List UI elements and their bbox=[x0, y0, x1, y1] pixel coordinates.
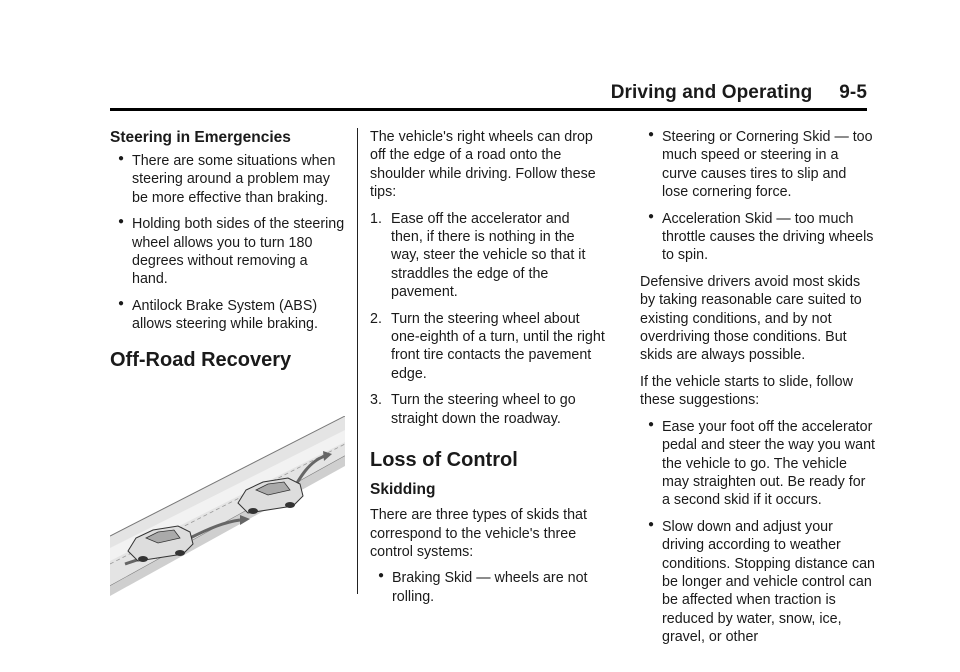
defensive-drivers-paragraph: Defensive drivers avoid most skids by taking reasonable care suited to existing conditions, and by not overdriving those conditions. But skids are always possible. bbox=[640, 273, 862, 364]
section-title-off-road: Off-Road Recovery bbox=[110, 348, 292, 371]
list-item: ● Braking Skid — wheels are not rolling. bbox=[378, 570, 588, 605]
skid-intro: There are three types of skids that correspond to the vehicle's three control systems: bbox=[370, 507, 587, 560]
column-divider bbox=[357, 128, 358, 594]
bullet-icon: ● bbox=[118, 216, 125, 228]
slide-suggestions-paragraph: If the vehicle starts to slide, follow these suggestions: bbox=[640, 373, 853, 409]
section-title-loss-of-control: Loss of Control bbox=[370, 449, 518, 472]
off-road-recovery-illustration bbox=[110, 416, 345, 596]
page-header bbox=[110, 80, 867, 111]
bullet-icon: ● bbox=[648, 518, 655, 530]
bullet-icon: ● bbox=[648, 129, 655, 140]
page-header-title: Driving and Operating 9-5 bbox=[610, 82, 867, 103]
subheading-skidding: Skidding bbox=[370, 481, 436, 499]
column-1 bbox=[110, 128, 345, 601]
off-road-intro: The vehicle's right wheels can drop off the edge of a road onto the shoulder while driving. Follow these tips: bbox=[370, 129, 596, 201]
bullet-icon: ● bbox=[648, 210, 655, 222]
bullet-icon: ● bbox=[378, 570, 385, 582]
list-item: 2. Turn the steering wheel about one-eighth of a turn, until the right front tire contacts the pavement edge. bbox=[370, 310, 605, 382]
list-item: ● Ease your foot off the accelerator pedal and steer the way you want the vehicle to go. The vehicle may straighten out. Be ready for a second skid if it occurs. bbox=[648, 418, 876, 509]
list-item: ● There are some situations when steering around a problem may be more effective than braking. bbox=[118, 153, 336, 206]
column-2 bbox=[370, 128, 605, 614]
bullet-icon: ● bbox=[118, 297, 125, 309]
list-item: ● Slow down and adjust your driving according to weather conditions. Stopping distance can be longer and vehicle control can be affected when traction is reduced by water, snow, ice, gravel, or other bbox=[648, 518, 876, 646]
list-item: ● Holding both sides of the steering wheel allows you to turn 180 degrees without removing a hand. bbox=[118, 216, 345, 288]
list-item: ● Acceleration Skid — too much throttle causes the driving wheels to spin. bbox=[648, 210, 874, 264]
bullet-icon: ● bbox=[118, 153, 125, 164]
list-item: 1. Ease off the accelerator and then, if there is nothing in the way, steer the vehicle so that it straddles the edge of the pavement. bbox=[370, 210, 586, 301]
column-3 bbox=[640, 128, 875, 655]
list-item: 3. Turn the steering wheel to go straight down the roadway. bbox=[370, 392, 576, 427]
list-item: ● Antilock Brake System (ABS) allows steering while braking. bbox=[118, 297, 318, 333]
section-heading-steering: Steering in Emergencies bbox=[110, 129, 291, 146]
bullet-icon: ● bbox=[648, 418, 655, 430]
list-item: ● Steering or Cornering Skid — too much speed or steering in a curve causes tires to slip and lose cornering force. bbox=[648, 129, 873, 201]
